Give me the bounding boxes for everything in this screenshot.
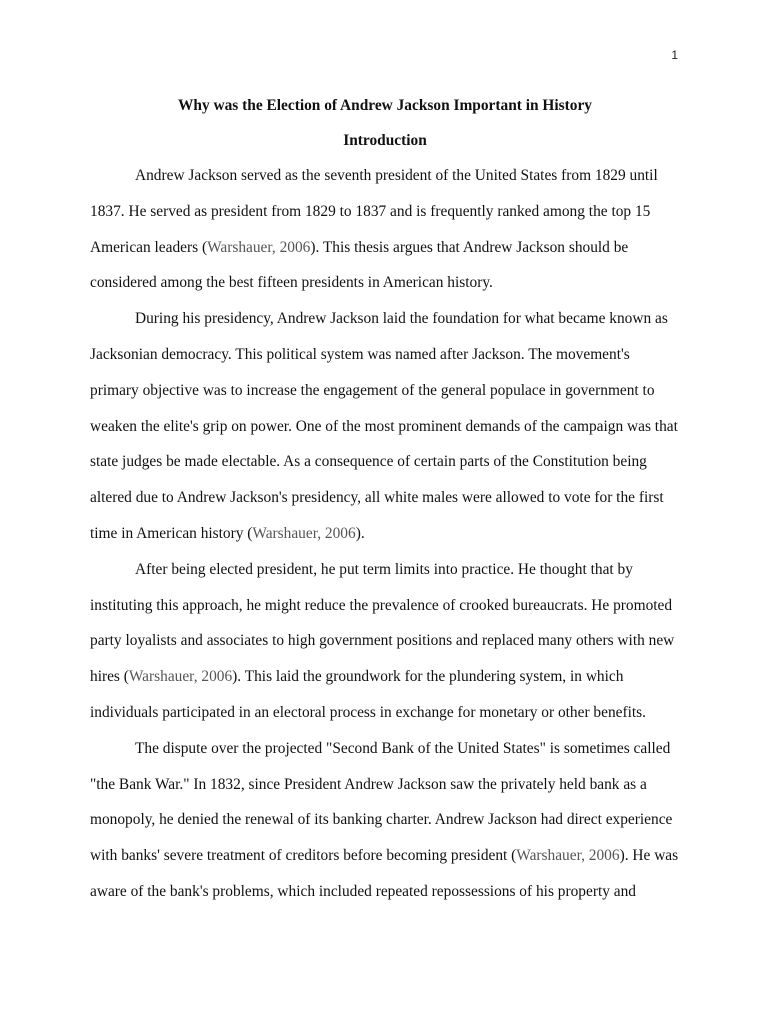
paragraph-1 [90, 158, 680, 301]
citation-link[interactable]: Warshauer, 2006 [252, 524, 356, 542]
paragraph-4 [90, 731, 680, 910]
paragraph-2 [90, 301, 680, 552]
paragraph-text: Andrew Jackson served as the seventh president of the United States from 1829 until 1837. He served as president from 1829 to 1837 and is frequently ranked among the top 15 American leaders ( [90, 167, 658, 256]
paragraph-text: ). This laid the groundwork for the plundering system, in which individuals participated in an electoral process in exchange for monetary or other benefits. [90, 668, 646, 721]
paragraph-text: ). [355, 524, 365, 542]
paragraph-text: ). This thesis argues that Andrew Jackson should be considered among the best fifteen presidents in American history. [90, 238, 629, 292]
paragraph-text: After being elected president, he put term limits into practice. He thought that by instituting this approach, he might reduce the prevalence of crooked bureaucrats. He promoted party loyalists and associates to high government positions and replaced many others with new hires ( [90, 560, 675, 686]
document-title: Why was the Election of Andrew Jackson Important in History [178, 97, 592, 114]
paragraph-text: The dispute over the projected "Second Bank of the United States" is sometimes called "the Bank War." In 1832, since President Andrew Jackson saw the privately held bank as a monopoly, he denied the renewal of its banking charter. Andrew Jackson had direct experience with banks' severe treatment of creditors before becoming president ( [90, 739, 673, 865]
citation-link[interactable]: Warshauer, 2006 [128, 668, 233, 686]
paragraph-text: During his presidency, Andrew Jackson laid the foundation for what became known as Jacksonian democracy. This political system was named after Jackson. The movement's primary objective was to increase the engagement of the general populace in government to weaken the elite's grip on power. One of the most prominent demands of the campaign was that state judges be made electable. As a consequence of certain parts of the Constitution being altered due to Andrew Jackson's presidency, all white males were allowed to vote for the first time in American history ( [90, 310, 678, 542]
citation-link[interactable]: Warshauer, 2006 [516, 847, 620, 865]
page-number: 1 [671, 48, 678, 62]
citation-link[interactable]: Warshauer, 2006 [207, 238, 311, 256]
section-heading: Introduction [343, 132, 427, 149]
paragraph-text: ). He was aware of the bank's problems, which included repeated repossessions of his property and [90, 847, 679, 900]
paragraph-3 [90, 552, 680, 731]
document-body [90, 88, 680, 910]
